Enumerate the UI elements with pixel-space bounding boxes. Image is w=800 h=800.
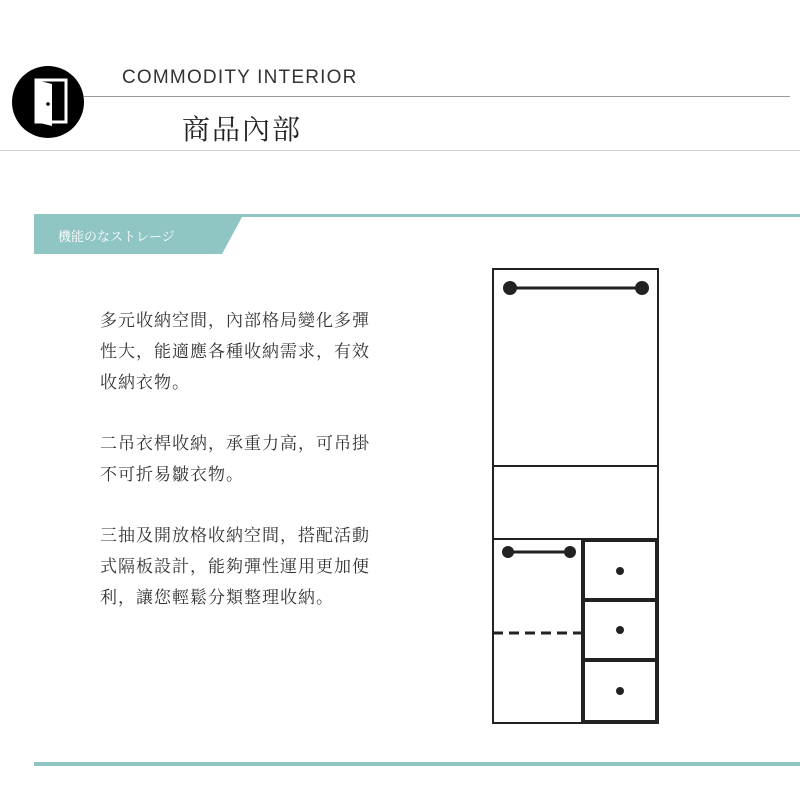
paragraph-drawers — [100, 521, 430, 614]
text-line: 收納衣物。 — [100, 373, 190, 393]
header-divider — [84, 96, 790, 97]
rod-end — [564, 546, 576, 558]
text-line: 不可折易皺衣物。 — [100, 465, 244, 485]
rod-end — [502, 546, 514, 558]
text-line: 式隔板設計，能夠彈性運用更加便 — [100, 557, 370, 577]
rod-end — [503, 281, 517, 295]
section-header — [34, 214, 800, 254]
text-line: 二吊衣桿收納，承重力高，可吊掛 — [100, 434, 370, 454]
wardrobe-diagram — [490, 266, 664, 728]
drawer-knob — [616, 567, 624, 575]
door-icon — [12, 66, 84, 138]
wardrobe-frame — [493, 269, 658, 723]
title-chinese: 商品內部 — [182, 113, 303, 146]
logo-badge — [12, 66, 84, 138]
paragraph-multi-storage — [100, 306, 430, 399]
text-line: 多元收納空間，內部格局變化多彈 — [100, 311, 370, 331]
description-text — [100, 306, 430, 644]
drawer-knob — [616, 626, 624, 634]
text-line: 性大，能適應各種收納需求，有效 — [100, 342, 370, 362]
bottom-divider — [34, 762, 800, 766]
paragraph-hanging-rods — [100, 429, 430, 491]
header-bottom-divider — [0, 150, 800, 151]
text-line: 三抽及開放格收納空間，搭配活動 — [100, 526, 370, 546]
text-line: 利，讓您輕鬆分類整理收納。 — [100, 588, 334, 608]
rod-end — [635, 281, 649, 295]
title-english: COMMODITY INTERIOR — [122, 67, 358, 88]
drawer-knob — [616, 687, 624, 695]
section-label: 機能のなストレージ — [58, 230, 175, 245]
